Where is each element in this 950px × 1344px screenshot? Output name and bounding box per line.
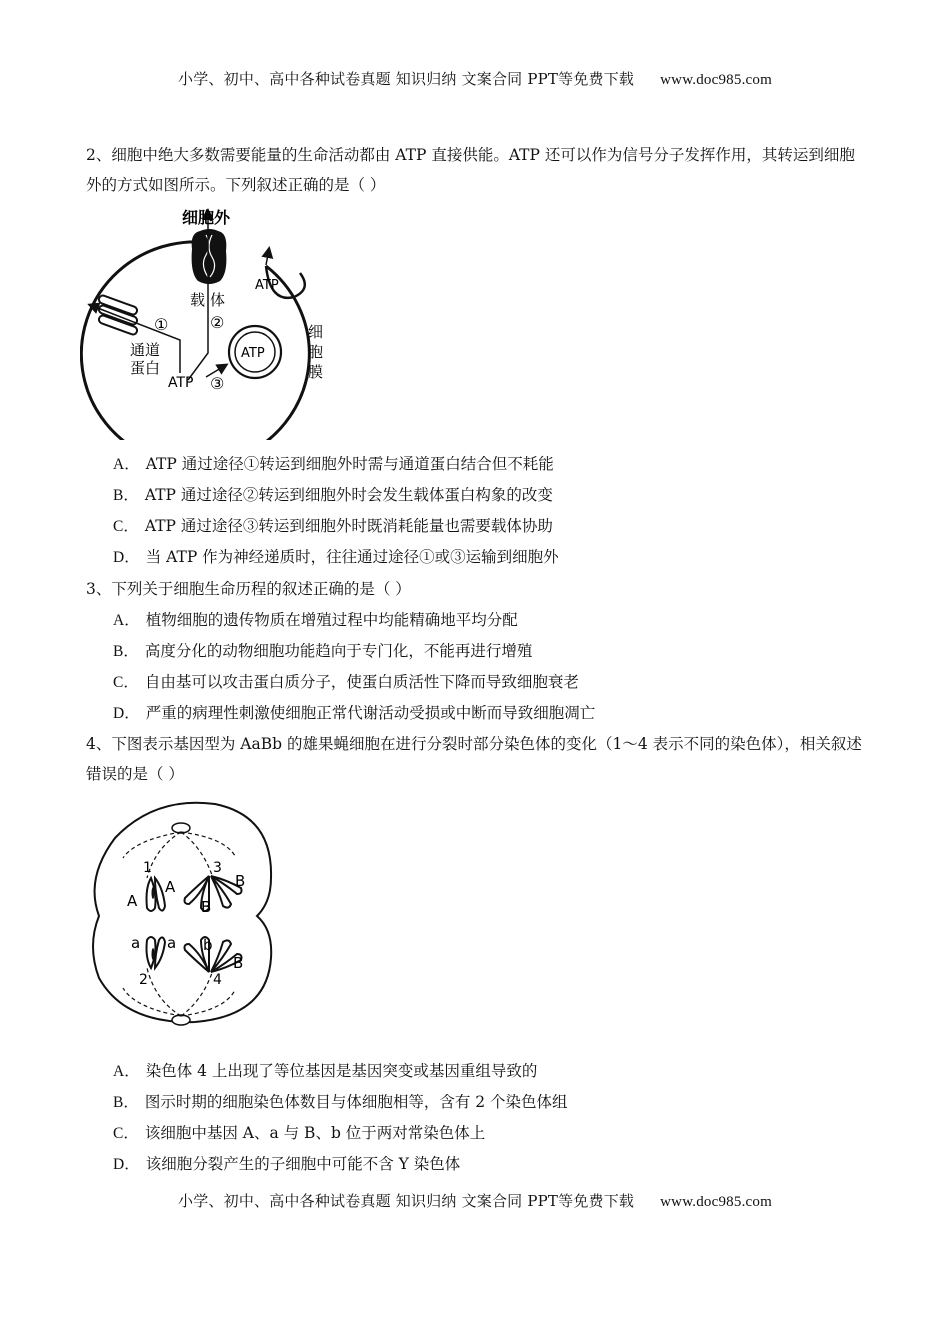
q4-option-d: D． 该细胞分裂产生的子细胞中可能不含 Y 染色体 (113, 1155, 461, 1173)
question-4-stem: 4、下图表示基因型为 AaBb 的雄果蝇细胞在进行分裂时部分染色体的变化（1～4 表示不同的染色体），相关叙述错误的是（ ） (86, 735, 862, 783)
exocytosis-arrow (266, 249, 269, 265)
atp-vesicle-label: ATP (241, 346, 265, 361)
channel-label-1: 通道 (130, 341, 161, 359)
gene-B-upper: B (235, 872, 246, 890)
q4-option-a: A． 染色体 4 上出现了等位基因是基因突变或基因重组导致的 (113, 1062, 538, 1080)
q4-option-b: B． 图示时期的细胞染色体数目与体细胞相等，含有 2 个染色体组 (113, 1093, 568, 1111)
chromosome-3 (185, 876, 242, 911)
carrier-label-2: 体 (210, 291, 226, 309)
q3-option-b: B． 高度分化的动物细胞功能趋向于专门化，不能再进行增殖 (113, 642, 533, 660)
q2-option-b: B． ATP 通过途径②转运到细胞外时会发生载体蛋白构象的改变 (113, 486, 553, 504)
channel-label-2: 蛋白 (130, 359, 161, 377)
outside-label: 细胞外 (182, 208, 231, 227)
footer-text: 小学、初中、高中各种试卷真题 知识归纳 文案合同 PPT等免费下载 (178, 1192, 635, 1210)
page-footer (0, 1190, 950, 1211)
dividing-cell-outline (93, 803, 271, 1022)
gene-B-bottom: B (233, 954, 244, 972)
gene-B-lower: B (201, 898, 212, 916)
label-2: 2 (139, 972, 148, 988)
path-2-label: ② (210, 313, 225, 332)
label-1: 1 (143, 860, 152, 876)
chromosome-1 (147, 878, 166, 911)
gene-a-left: a (131, 934, 141, 952)
q4-option-c: C． 该细胞中基因 A、a 与 B、b 位于两对常染色体上 (113, 1124, 486, 1142)
q2-option-c: C． ATP 通过途径③转运到细胞外时既消耗能量也需要载体协助 (113, 517, 553, 535)
label-4: 4 (213, 972, 222, 988)
centrosome-bottom (172, 1015, 190, 1025)
path-3-label: ③ (210, 374, 225, 393)
membrane-label-2: 胞 (308, 343, 324, 361)
path-1-label: ① (154, 315, 169, 334)
gene-A-right: A (165, 878, 176, 896)
q2-option-d: D． 当 ATP 作为神经递质时，往往通过途径①或③运输到细胞外 (113, 548, 559, 566)
atp-source-label: ATP (168, 375, 194, 391)
chromosome-2 (147, 937, 166, 968)
gene-a-right: a (167, 934, 177, 952)
carrier-protein (192, 229, 227, 284)
carrier-label-1: 载 (190, 291, 206, 309)
footer-site: www.doc985.com (660, 1194, 772, 1210)
q3-option-d: D． 严重的病理性刺激使细胞正常代谢活动受损或中断而导致细胞凋亡 (113, 704, 596, 722)
question-3-stem: 3、下列关于细胞生命历程的叙述正确的是（ ） (86, 580, 411, 598)
q3-option-c: C． 自由基可以攻击蛋白质分子，使蛋白质活性下降而导致细胞衰老 (113, 673, 579, 691)
label-3: 3 (213, 860, 222, 876)
centrosome-top (172, 823, 190, 833)
page-header (0, 68, 950, 89)
q2-option-a: A． ATP 通过途径①转运到细胞外时需与通道蛋白结合但不耗能 (113, 455, 554, 473)
membrane-label-3: 膜 (308, 363, 324, 381)
cell-division-figure (85, 798, 285, 1028)
gene-A-left: A (127, 892, 138, 910)
membrane-label-1: 细 (308, 323, 324, 341)
channel-protein (98, 294, 138, 335)
q3-option-a: A． 植物细胞的遗传物质在增殖过程中均能精确地平均分配 (113, 611, 518, 629)
question-2-stem: 2、细胞中绝大多数需要能量的生命活动都由 ATP 直接供能。ATP 还可以作为信号分子发挥作用，其转运到细胞外的方式如图所示。下列叙述正确的是（ ） (86, 146, 855, 194)
atp-exocytosis-label: ATP (255, 278, 279, 293)
header-text: 小学、初中、高中各种试卷真题 知识归纳 文案合同 PPT等免费下载 (178, 70, 635, 88)
atp-transport-figure (80, 205, 340, 440)
gene-b: b (203, 936, 213, 954)
header-site: www.doc985.com (660, 72, 772, 88)
